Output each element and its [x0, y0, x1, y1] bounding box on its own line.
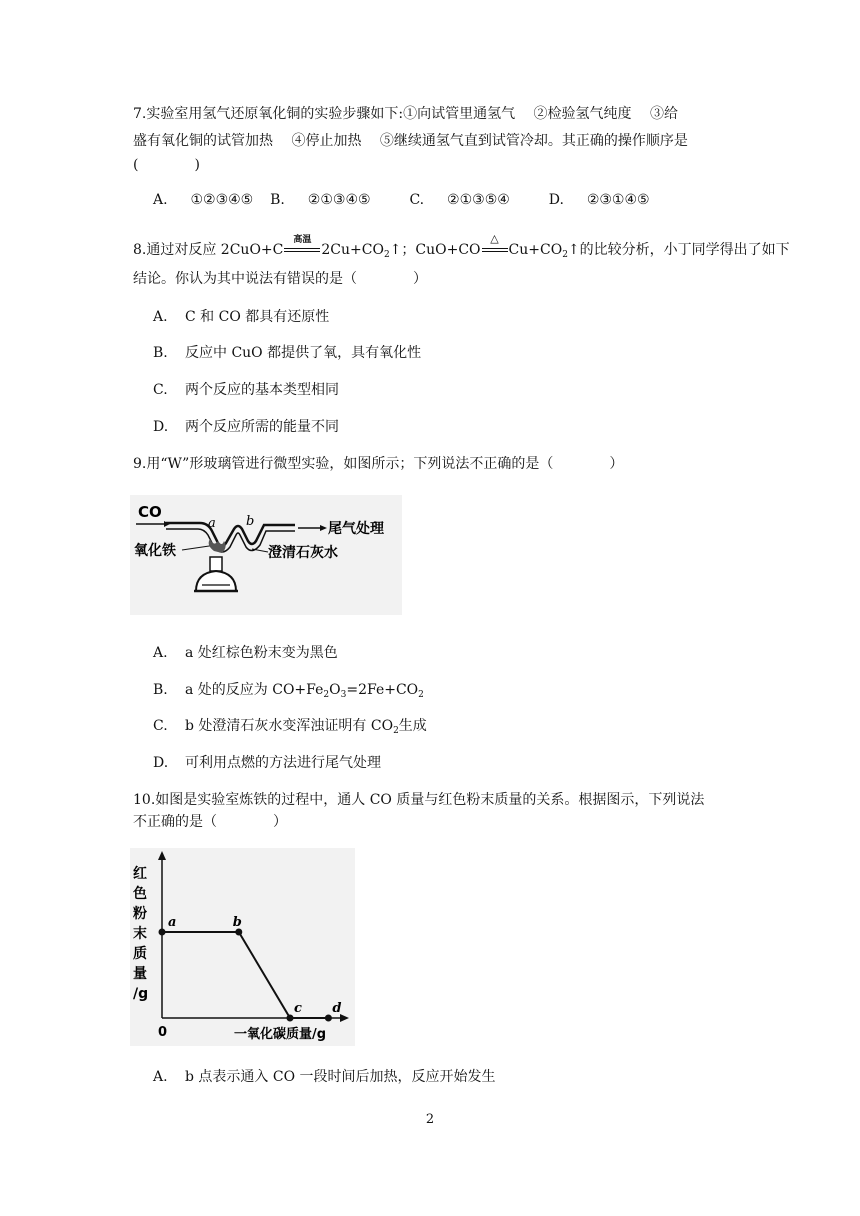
q8-mid3: Cu+CO: [508, 242, 563, 258]
chart-origin-label: 0: [158, 1025, 168, 1040]
q8-mid2: ↑；CuO+CO: [389, 242, 481, 258]
fig-point-b: b: [246, 514, 255, 529]
q7-option-a-letter: A.: [153, 192, 168, 208]
q8-option-c: [153, 380, 339, 400]
q7-options: [153, 190, 650, 210]
fig-iron-oxide-label: 氧化铁: [134, 543, 176, 559]
q8-mid1: 2Cu+CO: [321, 242, 384, 258]
q9-option-a-text: a 处红棕色粉末变为黑色: [185, 645, 338, 661]
point-label-a: a: [168, 915, 177, 930]
q7-line-1: 7.实验室用氢气还原氧化铜的实验步骤如下:①向试管里通氢气 ②检验氢气纯度 ③给: [133, 106, 678, 122]
q8-equation-heat: [481, 232, 509, 260]
q8-condition-high-temp: 高温: [293, 235, 312, 245]
q9-option-b: [153, 680, 424, 705]
q10-option-a-letter: A.: [153, 1069, 168, 1085]
q9-option-b-sub2: 3: [340, 690, 347, 700]
ylabel-char-6: /g: [133, 986, 149, 1002]
q7-option-d-letter: D.: [548, 192, 564, 208]
series-line: [162, 932, 328, 1018]
fig-tail-label: 尾气处理: [328, 521, 384, 537]
chart-svg: [130, 848, 355, 1046]
q8-sub1: 2: [383, 250, 390, 260]
data-point-c: [287, 1015, 294, 1022]
q9-option-c-text2: 生成: [398, 718, 427, 734]
co-mass-chart: [130, 848, 355, 1046]
q7-option-d-text: ②③①④⑤: [586, 192, 650, 208]
q9-option-a: [153, 643, 338, 663]
q7-option-b-text: ②①③④⑤: [307, 192, 371, 208]
q9-option-b-text2: O: [329, 682, 341, 698]
w-tube-figure: [130, 495, 402, 615]
q7-option-a-text: ①②③④⑤: [190, 192, 254, 208]
chart-ylabel: [132, 865, 148, 1002]
q7-line-3: ( ): [133, 157, 200, 173]
q8-equation-high-temp: [283, 235, 321, 260]
q8-option-a-text: C 和 CO 都具有还原性: [185, 309, 330, 325]
data-point-d: [325, 1015, 332, 1022]
q9-option-c: [153, 716, 427, 741]
q8-option-b-letter: B.: [153, 345, 168, 361]
q7-option-c-letter: C.: [409, 192, 425, 208]
chart-xlabel: 一氧化碳质量/g: [234, 1027, 327, 1042]
q9-option-b-text1: a 处的反应为 CO+Fe: [185, 682, 324, 698]
q8-option-d-text: 两个反应所需的能量不同: [185, 419, 339, 435]
q8-condition-heat: △: [490, 232, 499, 245]
q8-option-a-letter: A.: [153, 309, 168, 325]
point-label-c: c: [294, 1001, 302, 1016]
point-label-b: b: [232, 915, 242, 930]
q9-option-b-sub1: 2: [323, 690, 330, 700]
q8-option-d: [153, 417, 339, 437]
q10-line-1: 10.如图是实验室炼铁的过程中，通人 CO 质量与红色粉末质量的关系。根据图示，下列说法: [133, 792, 705, 808]
q9-option-b-letter: B.: [153, 682, 168, 698]
q10-option-a-text: b 点表示通入 CO 一段时间后加热，反应开始发生: [185, 1069, 496, 1085]
q8-option-c-letter: C.: [153, 382, 168, 398]
y-axis-arrow: [158, 851, 166, 860]
q9-option-c-text1: b 处澄清石灰水变浑浊证明有 CO: [185, 718, 394, 734]
chart-series: [159, 929, 332, 1022]
fig-point-a: a: [208, 516, 216, 531]
q10-option-a: [153, 1067, 496, 1087]
ylabel-char-2: 粉: [133, 906, 147, 922]
q8-suffix: ↑的比较分析，小丁同学得出了如下: [567, 242, 790, 258]
q9-option-d-text: 可利用点燃的方法进行尾气处理: [185, 755, 381, 771]
q8-option-a: [153, 307, 329, 327]
q8-option-d-letter: D.: [153, 419, 169, 435]
q9-option-b-sub3: 2: [418, 690, 424, 700]
point-label-d: d: [332, 1001, 342, 1016]
q10-line-2: 不正确的是（ ）: [133, 814, 287, 830]
ylabel-char-1: 色: [133, 886, 147, 902]
q7-option-b-letter: B.: [270, 192, 285, 208]
q9-option-b-text3: =2Fe+CO: [346, 682, 419, 698]
ylabel-char-4: 质: [133, 946, 147, 962]
q7-option-c-text: ②①③⑤④: [447, 192, 510, 208]
fig-limewater-label: 澄清石灰水: [268, 545, 338, 561]
q9-option-d: [153, 753, 381, 773]
ylabel-char-0: 红: [133, 866, 147, 882]
q7-line-2: 盛有氧化铜的试管加热 ④停止加热 ⑤继续通氢气直到试管冷却。其正确的操作顺序是: [133, 133, 688, 149]
q9-option-c-letter: C.: [153, 718, 168, 734]
q8-option-b-text: 反应中 CuO 都提供了氧，具有氧化性: [185, 345, 422, 361]
q9-option-d-letter: D.: [153, 755, 169, 771]
q8-line-1: [133, 232, 790, 265]
q8-line-2: 结论。你认为其中说法有错误的是（ ）: [133, 271, 427, 287]
q9-stem: 9.用“W”形玻璃管进行微型实验，如图所示；下列说法不正确的是（ ）: [133, 456, 624, 472]
q9-option-c-sub1: 2: [393, 726, 399, 736]
ylabel-char-5: 量: [133, 966, 147, 982]
page-number: 2: [425, 1112, 435, 1127]
q8-sub2: 2: [562, 250, 568, 260]
fig-co-label: CO: [138, 503, 162, 521]
q8-option-b: [153, 343, 421, 363]
q8-option-c-text: 两个反应的基本类型相同: [185, 382, 339, 398]
data-point-a: [159, 929, 166, 936]
w-tube-diagram: [130, 495, 402, 615]
q8-prefix: 8.通过对反应 2CuO+C: [133, 242, 284, 258]
q9-option-a-letter: A.: [153, 645, 168, 661]
ylabel-char-3: 末: [133, 926, 147, 942]
